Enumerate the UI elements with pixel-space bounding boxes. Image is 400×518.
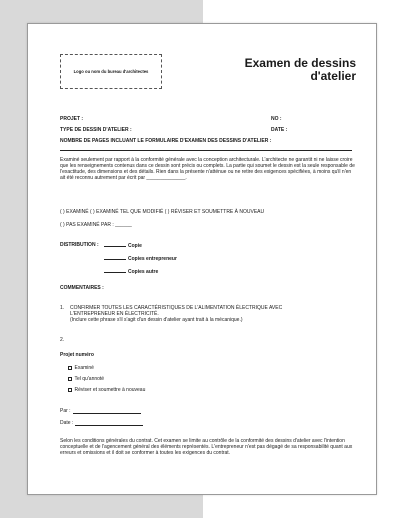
blank-line bbox=[104, 242, 126, 247]
par-label: Par : bbox=[60, 408, 71, 414]
distribution-item-label: Copies entrepreneur bbox=[128, 256, 177, 262]
comment-line: L'ENTREPRENEUR EN ÉLECTRICITÉ. bbox=[70, 311, 159, 317]
distribution-item-label: Copie bbox=[128, 243, 142, 249]
review-options-line-2[interactable]: ( ) PAS EXAMINÉ PAR : ______ bbox=[60, 222, 132, 228]
signature-date[interactable] bbox=[60, 420, 143, 426]
distribution-item bbox=[104, 255, 177, 262]
review-options-line-1[interactable]: ( ) EXAMINÉ ( ) EXAMINÉ TEL QUE MODIFIÉ ( ) RÉVISER ET SOUMETTRE À NOUVEAU bbox=[60, 209, 265, 215]
distribution-item-label: Copies autre bbox=[128, 269, 159, 275]
comment-number: 1. bbox=[60, 305, 65, 311]
commentaires-heading: COMMENTAIRES : bbox=[60, 285, 104, 291]
title-line-2: d'atelier bbox=[310, 69, 356, 83]
checkbox-icon[interactable] bbox=[68, 366, 72, 370]
date-label: Date : bbox=[60, 420, 74, 426]
intro-paragraph: Examiné seulement par rapport à la conformité générale avec la conception architecturale. L'architecte ne garantit ni ne laisse croire que les renseignements contenus dans ce dessin sont précis ou complets. La partie qui soumet le dessin est la seule responsable de l'exactitude, des dimensions et des détails. Rien dans la présente n'atténue ou ne retire des exigences spécifiées, à moins qu'il n'en ait été reconnu autrement par écrit par ______________. bbox=[60, 157, 355, 181]
checkbox-label: Examiné bbox=[74, 365, 94, 371]
checkbox-examine[interactable] bbox=[68, 365, 94, 371]
footer-paragraph: Selon les conditions générales du contrat. Cet examen se limite au contrôle de la conformité des dessins d'atelier avec l'intention conceptuelle et de l'agencement général des éléments représentés. L'entrepreneur n'est pas dégagé de sa responsabilité quant aux erreurs et omissions et il doit se conformer à toutes les exigences du contrat. bbox=[60, 438, 353, 456]
blank-line bbox=[104, 255, 126, 260]
checkbox-reviser[interactable] bbox=[68, 387, 145, 393]
par-line[interactable] bbox=[73, 409, 141, 414]
distribution-item bbox=[104, 242, 142, 249]
checkbox-label: Tel qu'annoté bbox=[74, 376, 105, 382]
comment-item-2 bbox=[60, 337, 70, 343]
comment-number: 2. bbox=[60, 337, 65, 343]
distribution-item bbox=[104, 268, 158, 275]
form-sheet bbox=[27, 23, 377, 495]
checkbox-tel-quannote[interactable] bbox=[68, 376, 104, 382]
comment-note: (Inclure cette phrase s'il s'agit d'un dessin d'atelier ayant trait à la mécanique.) bbox=[70, 317, 243, 323]
comment-line: CONFIRMER TOUTES LES CARACTÉRISTIQUES DE L'ALIMENTATION ÉLECTRIQUE AVEC bbox=[70, 305, 283, 311]
logo-placeholder bbox=[60, 54, 162, 89]
field-date: DATE : bbox=[271, 127, 288, 133]
divider-rule bbox=[60, 150, 352, 151]
signature-par[interactable] bbox=[60, 408, 141, 414]
logo-placeholder-text: Logo ou nom du bureau d'architectes bbox=[73, 69, 149, 74]
form-title bbox=[245, 57, 356, 83]
title-line-1: Examen de dessins bbox=[244, 56, 356, 70]
checkbox-icon[interactable] bbox=[68, 377, 72, 381]
blank-line bbox=[104, 268, 126, 273]
field-nombre-pages: NOMBRE DE PAGES INCLUANT LE FORMULAIRE D'EXAMEN DES DESSINS D'ATELIER : bbox=[60, 138, 272, 144]
checkbox-icon[interactable] bbox=[68, 388, 72, 392]
distribution-label: DISTRIBUTION : bbox=[60, 242, 99, 248]
field-no: NO : bbox=[271, 116, 282, 122]
comment-item-1 bbox=[60, 305, 282, 323]
field-projet: PROJET : bbox=[60, 116, 84, 122]
field-type: TYPE DE DESSIN D'ATELIER : bbox=[60, 127, 132, 133]
date-line[interactable] bbox=[75, 421, 143, 426]
checkbox-label: Réviser et soumettre à nouveau bbox=[74, 387, 146, 393]
projet-numero-heading: Projet numéro bbox=[60, 352, 94, 358]
